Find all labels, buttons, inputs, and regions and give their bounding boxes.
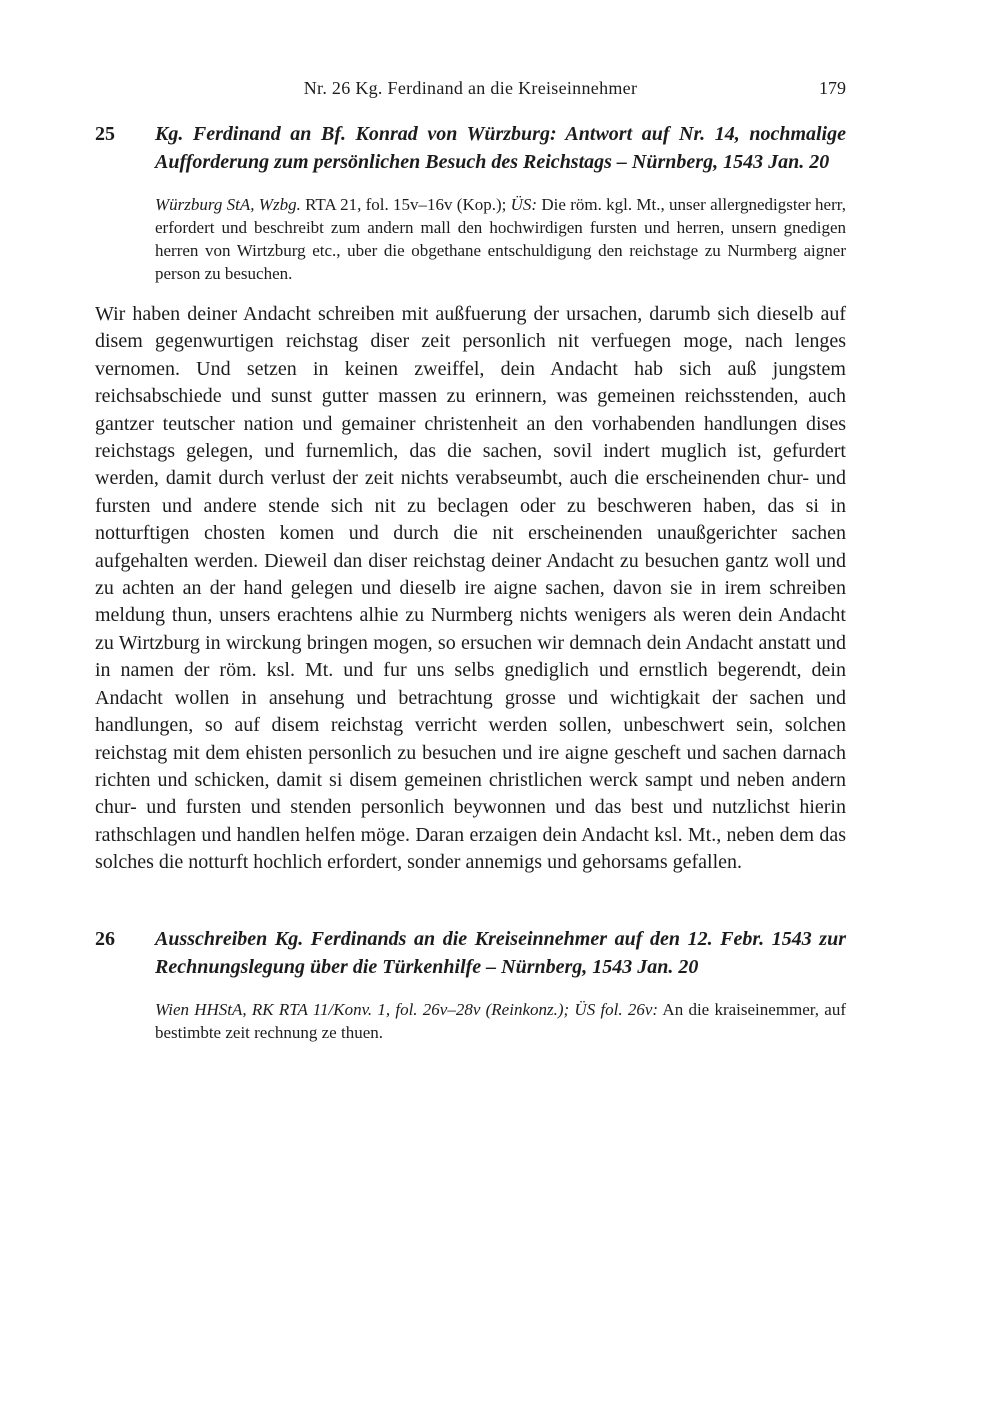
entry-heading: Kg. Ferdinand an Bf. Konrad von Würzburg: Antwort auf Nr. 14, nochmalige Aufforderung zum persönlichen Besuch des Reichstags – Nürnberg, 1543 Jan. 20 [155,123,846,173]
source-note [155,193,846,285]
entry-number: 25 [95,123,115,145]
entry-25-head [95,120,846,176]
entry-heading: Ausschreiben Kg. Ferdinands an die Kreiseinnehmer auf den 12. Febr. 1543 zur Rechnungslegung über die Türkenhilfe – Nürnberg, 1543 Jan. 20 [155,927,846,978]
entry-26 [95,925,846,1044]
source-summary: Die röm. kgl. Mt., unser allergnedigster herr, erfordert und beschreibt zum andern mall den hochwirdigen fursten und herren, unsern gnedigen herren von Wirtzburg etc., uber die obgethane entschuldigung den reichstage zu Nurmberg aigner person zu besuchen. [155,195,846,283]
entry-body: Wir haben deiner Andacht schreiben mit außfuerung der ursachen, darumb sich dieselb auf disem gegenwurtigen reichstag diser zeit personlich nit verfuegen moge, nach lenges vernomen. Und setzen in keinen zweiffel, dein Andacht hab sich auß jungstem reichsabschiede und sunst gutter massen zu erinnern, was gemeinen reichsstenden, auch gantzer teutscher nation und gemainer christenheit an den vorhabenden handlungen dises reichstags gelegen, und furnemlich, das die sachen, sovil indert muglich ist, gefurdert werden, damit durch verlust der zeit nichts verabseumbt, auch die erscheinenden chur- und fursten und andere stende sich nit zu beclagen oder zu beschweren haben, das si in notturftigen chosten komen und durch die nit erscheinenden unaußgerichter sachen aufgehalten werden. Dieweil dan diser reichstag deiner Andacht zu besuchen gantz woll und zu achten an der hand gelegen und dieselb ire aigne sachen, davon sie in irem schreiben meldung thun, unsers erachtens alhie zu Nurmberg nichts wenigers als weren dein Andacht zu Wirtzburg in wirckung bringen mogen, so ersuchen wir demnach dein Andacht anstatt und in namen der röm. ksl. Mt. und fur uns selbs gnediglich und ernstlich begerendt, dein Andacht wollen in ansehung und betrachtung grosse und wichtigkait der sachen und handlungen, so auf disem reichstag verricht werden sollen, unbeschwert sein, solchen reichstag mit dem ehisten personlich zu besuchen und ire aigne gescheft und sachen darnach richten und schicken, damit si disem gemeinen christlichen werck sampt und neben andern chur- und fursten und stenden personlich beywonnen und das best und nutzlichst hierin rathschlagen und handlen helfen möge. Daran erzaigen dein Andacht ksl. Mt., neben dem das solches die notturft hochlich erfordert, sonder annemigs und gehorsams gefallen. [95,303,846,874]
running-head: Nr. 26 Kg. Ferdinand an die Kreiseinnehmer [303,78,638,98]
page-number: 179 [819,78,846,98]
page-header [95,76,846,100]
source-archive: Wien HHStA, RK RTA 11/Konv. 1, fol. 26v–28v (Reinkonz.); ÜS fol. 26v: [155,999,659,1019]
source-archive: Würzburg StA, Wzbg. [155,195,301,214]
entry-25 [95,120,846,877]
source-us-label: ÜS: [510,195,538,214]
entry-26-head [95,925,846,981]
entry-number: 26 [95,927,115,950]
source-signature: RTA 21, fol. 15v–16v (Kop.); [300,195,511,214]
source-note [155,998,846,1044]
source-summary: An die kraiseinemmer, auf bestimbte zeit rechnung ze thuen. [155,999,846,1042]
